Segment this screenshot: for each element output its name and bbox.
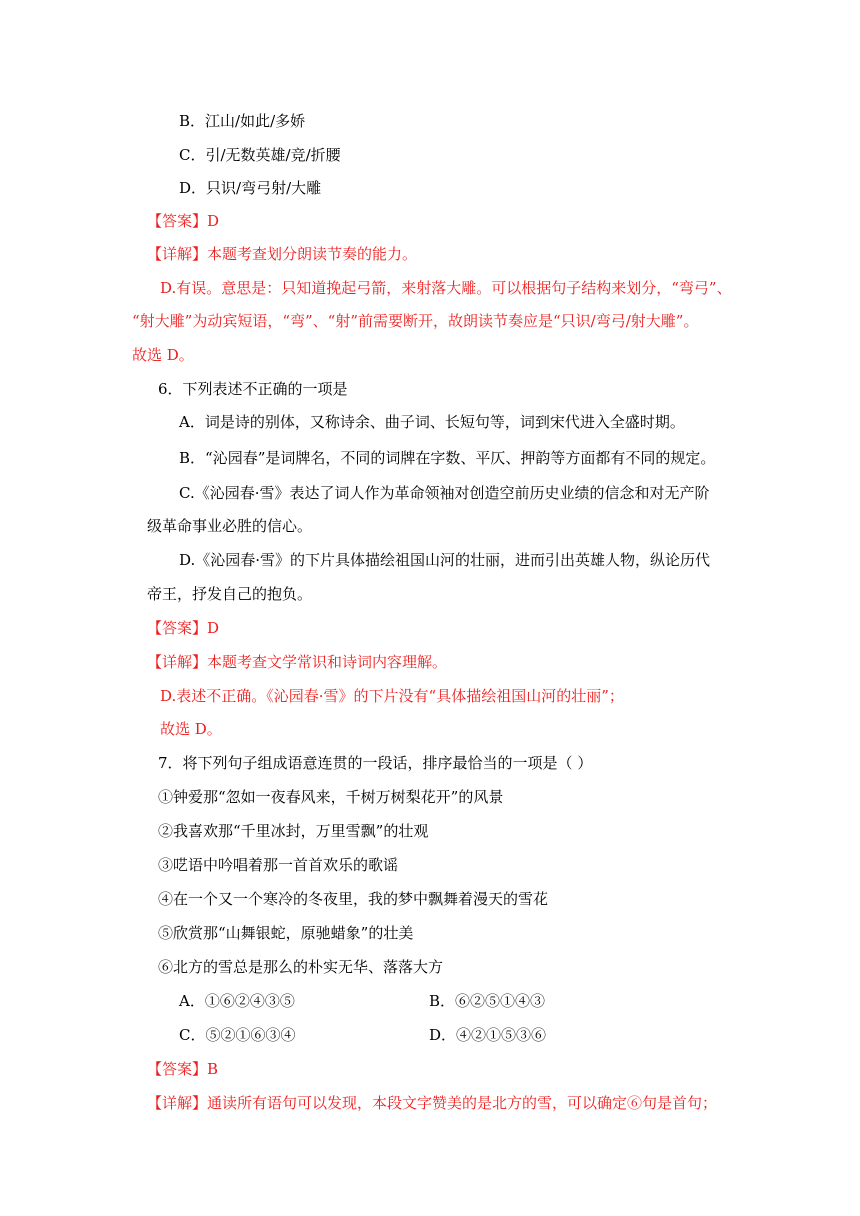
q7-sentence: ③呓语中吟唱着那一首首欢乐的歌谣 [158,856,399,874]
q5-answer: 【答案】D [147,212,220,230]
q6-stem: 6．下列表述不正确的一项是 [158,380,348,398]
q5-explanation-line-1: D.有误。意思是：只知道挽起弓箭，来射落大雕。可以根据句子结构来划分，“弯弓”、 [160,279,732,297]
q6-option-d-line-2: 帝王，抒发自己的抱负。 [147,585,313,603]
q6-option-b: B．“沁园春”是词牌名，不同的词牌在字数、平仄、押韵等方面都有不同的规定。 [179,449,716,467]
q7-sentence: ④在一个又一个寒冷的冬夜里，我的梦中飘舞着漫天的雪花 [158,890,549,908]
q5-option-d: D．只识/弯弓射/大雕 [179,179,322,197]
q6-option-a: A．词是诗的别体，又称诗余、曲子词、长短句等，词到宋代进入全盛时期。 [179,413,685,431]
q7-answer: 【答案】B [147,1060,219,1078]
q6-analysis: 【详解】本题考查文学常识和诗词内容理解。 [147,653,448,671]
q5-option-b: B．江山/如此/多娇 [179,112,306,130]
q5-explanation-line-3: 故选 D。 [132,346,194,364]
q7-sentence: ②我喜欢那“千里冰封，万里雪飘”的壮观 [158,822,429,840]
q7-sentence: ⑤欣赏那“山舞银蛇，原驰蜡象”的壮美 [158,924,414,942]
q6-option-c-line-2: 级革命事业必胜的信心。 [147,517,313,535]
q7-stem: 7．将下列句子组成语意连贯的一段话，排序最恰当的一项是（ ） [158,754,593,772]
q5-analysis: 【详解】本题考查划分朗读节奏的能力。 [147,245,418,263]
q7-sentence: ①钟爱那“忽如一夜春风来，千树万树梨花开”的风景 [158,788,504,806]
q6-option-d-line-1: D.《沁园春·雪》的下片具体描绘祖国山河的壮丽，进而引出英雄人物，纵论历代 [179,551,711,569]
q5-option-c: C．引/无数英雄/竞/折腰 [179,146,341,164]
q7-option-c: C．⑤②①⑥③④ [179,1026,296,1044]
q5-explanation-line-2: “射大雕”为动宾短语，“弯”、“射”前需要断开，故朗读节奏应是“只识/弯弓/射大雕”。 [132,312,699,330]
q6-answer: 【答案】D [147,619,220,637]
q7-analysis: 【详解】通读所有语句可以发现，本段文字赞美的是北方的雪，可以确定⑥句是首句； [147,1094,718,1112]
q7-sentence: ⑥北方的雪总是那么的朴实无华、落落大方 [158,958,444,976]
q7-option-d: D．④②①⑤③⑥ [429,1026,547,1044]
q7-option-a: A．①⑥②④③⑤ [179,992,295,1010]
q6-explanation-line-2: 故选 D。 [160,720,222,738]
q7-option-b: B．⑥②⑤①④③ [429,992,546,1010]
q6-option-c-line-1: C.《沁园春·雪》表达了词人作为革命领袖对创造空前历史业绩的信念和对无产阶 [179,484,710,502]
q6-explanation-line-1: D.表述不正确。《沁园春·雪》的下片没有“具体描绘祖国山河的壮丽”； [160,687,624,705]
